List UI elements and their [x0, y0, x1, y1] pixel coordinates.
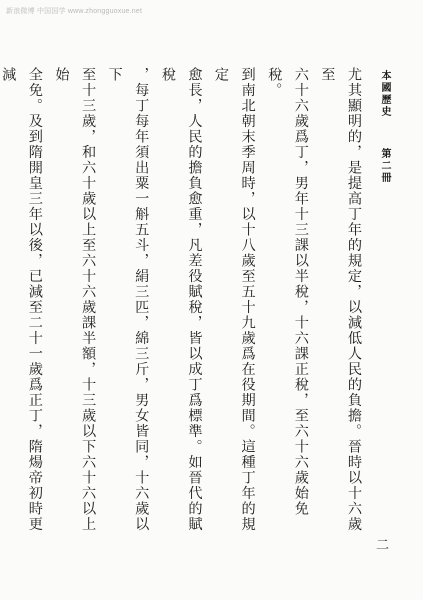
- book-title: 本國歷史: [379, 70, 390, 118]
- page-number: 二: [376, 538, 390, 553]
- text-column-1: 尤其顯明的，是提高丁年的規定，以減低人民的負擔。晉時以十六歲至: [319, 67, 362, 532]
- watermark: 新浪微博 中国国学 www.zhongguoxue.net: [6, 8, 143, 15]
- body-text: [0, 67, 367, 537]
- text-column-4: 愈長，人民的擔負愈重，凡差役賦稅，皆以成丁爲標準。如晉代的賦稅: [159, 67, 203, 532]
- text-column-6: 至十三歲，和六十歲以上至六十六歲課半額，十三歲以下六十六以上始: [53, 67, 97, 532]
- text-column-3: 到南北朝末季周時，以十八歲至五十九歲爲在役期間。這種丁年的規定: [213, 67, 256, 532]
- volume-label: 第二冊: [379, 148, 390, 184]
- text-column-5: ，每丁每年須出粟一斛五斗，絹三匹，綿三斤，男女皆同，十六歲以下: [106, 67, 150, 532]
- text-column-7: 全免。及到隋開皇三年以後，已減至二十一歲爲正丁，隋煬帝初時更減: [0, 67, 43, 532]
- text-column-2: 六十六歲爲丁，男年十三課以半稅，十六課正稅，至六十六歲始免稅。: [266, 67, 309, 517]
